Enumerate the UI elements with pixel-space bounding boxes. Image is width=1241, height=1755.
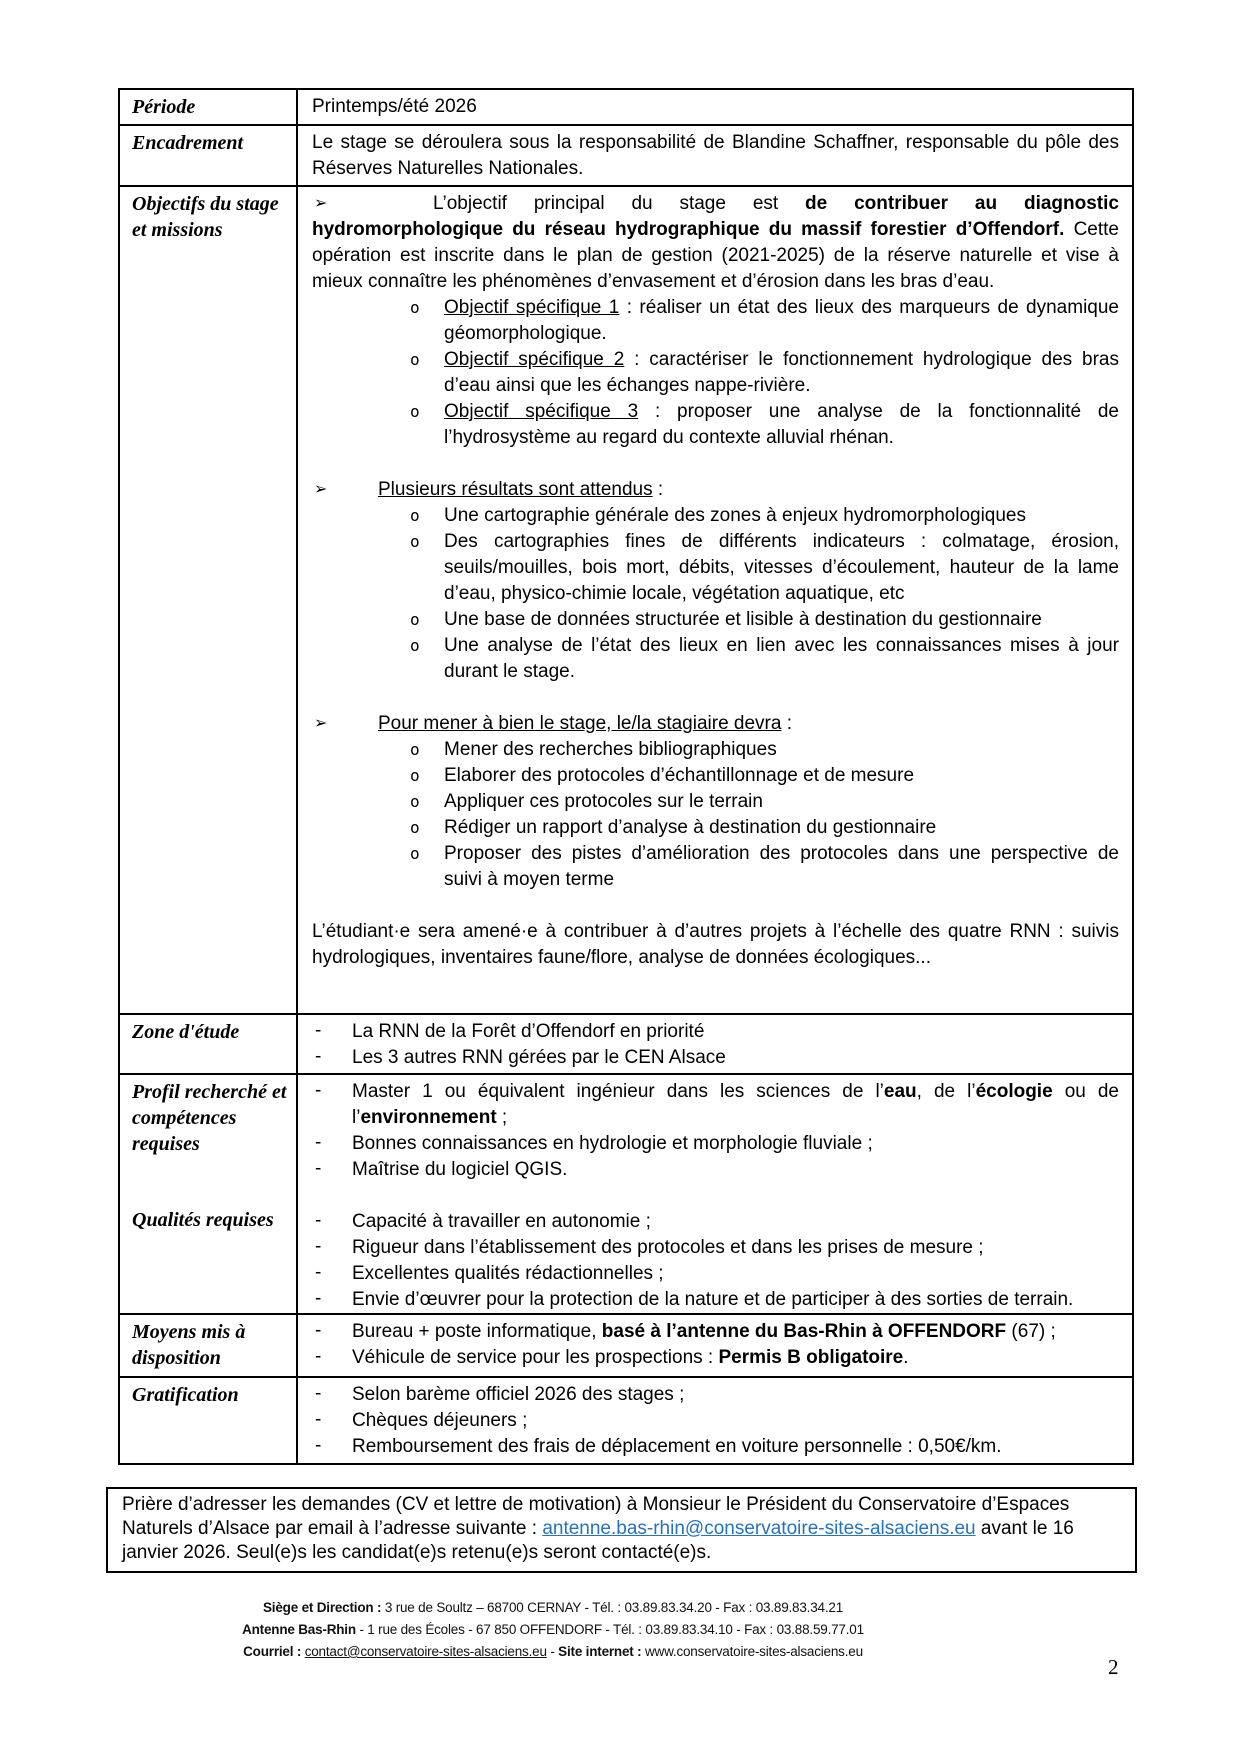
- item-text: ;: [496, 1107, 508, 1128]
- dash-bullet-icon: -: [315, 1320, 322, 1341]
- underlined-heading: Plusieurs résultats sont attendus: [378, 479, 653, 500]
- arrow-bullet-icon: ➢: [314, 195, 328, 212]
- stagiaire-item: [312, 763, 1119, 789]
- stagiaire-item: [312, 737, 1119, 763]
- bold-text: écologie: [975, 1081, 1053, 1102]
- item-text: : réaliser un état des lieux des marqueurs de dynamique géomorphologique.: [444, 297, 1120, 344]
- underlined-heading: Objectif spécifique 2: [444, 349, 625, 370]
- table-row: [119, 186, 1133, 1014]
- item-text: Rigueur dans l’établissement des protocoles et dans les prises de mesure ;: [352, 1237, 984, 1258]
- dash-bullet-icon: -: [315, 1346, 322, 1367]
- stagiaire-item: [312, 841, 1119, 893]
- row-label-encadrement: Encadrement: [119, 125, 297, 186]
- footer-line-siege: [0, 1597, 1106, 1619]
- item-text: Remboursement des frais de déplacement en voiture personnelle : 0,50€/km.: [352, 1436, 1002, 1457]
- dash-bullet-icon: -: [315, 1080, 322, 1101]
- item-text: Proposer des pistes d’amélioration des protocoles dans une perspective de suivi à moyen terme: [444, 843, 1119, 890]
- item-text: Les 3 autres RNN gérées par le CEN Alsace: [352, 1047, 726, 1068]
- moyens-item: [312, 1319, 1119, 1345]
- item-text: : proposer une analyse de la fonctionnalité de l’hydrosystème au regard du contexte alluvial rhénan.: [444, 401, 1120, 448]
- application-note-box: [106, 1487, 1137, 1573]
- item-text: .: [903, 1347, 909, 1368]
- qualite-item: [312, 1235, 1119, 1261]
- row-value-zone: [297, 1014, 1133, 1074]
- objectif-specifique-item: [312, 347, 1119, 399]
- item-text: Des cartographies fines de différents indicateurs : colmatage, érosion, seuils/mouilles, bois mort, débits, vitesses d’écoulement, hauteur de la lame d’eau, physico-chimie locale, végétation aquatique, etc: [444, 531, 1119, 604]
- row-label-periode: Période: [119, 89, 297, 125]
- dash-bullet-icon: -: [315, 1020, 322, 1041]
- profil-label: Profil recherché et compétences requises: [132, 1081, 287, 1155]
- dash-bullet-icon: -: [315, 1132, 322, 1153]
- row-value-objectifs: [297, 186, 1133, 1014]
- dash-bullet-icon: -: [315, 1158, 322, 1179]
- qualite-item: [312, 1261, 1119, 1287]
- table-row: [119, 1074, 1133, 1314]
- note-text: Prière d’adresser les demandes (CV et lettre de motivation) à Monsieur le Président du Conservatoire d’Espaces Naturels d’Alsace par email à l’adresse suivante :: [122, 1494, 1070, 1539]
- stagiaire-heading: [312, 711, 1119, 737]
- zone-item: [312, 1019, 1119, 1045]
- row-label-zone: Zone d'étude: [119, 1014, 297, 1074]
- item-text: : caractériser le fonctionnement hydrologique des bras d’eau ainsi que les échanges nappe-rivière.: [444, 349, 1120, 396]
- underlined-heading: Pour mener à bien le stage, le/la stagiaire devra: [378, 713, 782, 734]
- dash-bullet-icon: -: [315, 1288, 322, 1309]
- circle-bullet-icon: o: [410, 350, 420, 369]
- bold-text: basé à l’antenne du Bas-Rhin à OFFENDORF: [601, 1321, 1007, 1342]
- item-text: ou de l’: [352, 1081, 1119, 1128]
- table-row: [119, 1014, 1133, 1074]
- row-value-periode: Printemps/été 2026: [297, 89, 1133, 125]
- stagiaire-item: [312, 789, 1119, 815]
- dash-bullet-icon: -: [315, 1262, 322, 1283]
- item-text: , de l’: [916, 1081, 976, 1102]
- row-value-profil: [297, 1074, 1133, 1314]
- zone-item: [312, 1045, 1119, 1071]
- item-text: La RNN de la Forêt d’Offendorf en priorité: [352, 1021, 705, 1042]
- underlined-heading: Objectif spécifique 3: [444, 401, 639, 422]
- arrow-bullet-icon: ➢: [314, 481, 328, 498]
- dash-bullet-icon: -: [315, 1210, 322, 1231]
- stage-offer-table: [118, 88, 1134, 1465]
- row-label-profil: [119, 1074, 297, 1314]
- circle-bullet-icon: o: [410, 818, 420, 837]
- footer-label: Siège et Direction :: [263, 1600, 385, 1615]
- qualite-item: [312, 1209, 1119, 1235]
- item-text: Envie d’œuvrer pour la protection de la nature et de participer à des sorties de terrain.: [352, 1289, 1074, 1310]
- dash-bullet-icon: -: [315, 1435, 322, 1456]
- table-row: [119, 89, 1133, 125]
- item-text: Capacité à travailler en autonomie ;: [352, 1211, 651, 1232]
- resultat-item: [312, 529, 1119, 607]
- row-label-objectifs: Objectifs du stage et missions: [119, 186, 297, 1014]
- circle-bullet-icon: o: [410, 766, 420, 785]
- circle-bullet-icon: o: [410, 740, 420, 759]
- gratification-item: [312, 1382, 1119, 1408]
- row-value-moyens: [297, 1314, 1133, 1377]
- bold-text: eau: [883, 1081, 917, 1102]
- circle-bullet-icon: o: [410, 402, 420, 421]
- circle-bullet-icon: o: [410, 636, 420, 655]
- footer-text: -: [546, 1644, 559, 1659]
- profil-item: [312, 1157, 1119, 1183]
- spacer: [312, 685, 1119, 711]
- table-row: [119, 1377, 1133, 1464]
- footer-line-antenne: [0, 1619, 1106, 1641]
- circle-bullet-icon: o: [410, 610, 420, 629]
- circle-bullet-icon: o: [410, 532, 420, 551]
- heading-colon: :: [652, 479, 664, 500]
- item-text: Excellentes qualités rédactionnelles ;: [352, 1263, 664, 1284]
- gratification-item: [312, 1408, 1119, 1434]
- resultats-heading: [312, 477, 1119, 503]
- footer-text: - 1 rue des Écoles - 67 850 OFFENDORF - Tél. : 03.89.83.34.10 - Fax : 03.88.59.77.01: [355, 1622, 864, 1637]
- bold-text: Permis B obligatoire: [718, 1347, 904, 1368]
- circle-bullet-icon: o: [410, 506, 420, 525]
- objectif-specifique-item: [312, 399, 1119, 451]
- item-text: (67) ;: [1006, 1321, 1056, 1342]
- bold-text: environnement: [360, 1107, 497, 1128]
- bold-text: de contribuer au diagnostic hydromorphologique du réseau hydrographique du massif forestier d’Offendorf.: [312, 193, 1119, 240]
- row-value-encadrement: Le stage se déroulera sous la responsabilité de Blandine Schaffner, responsable du pôle des Réserves Naturelles Nationales.: [297, 125, 1133, 186]
- arrow-bullet-icon: ➢: [314, 715, 328, 732]
- gratification-item: [312, 1434, 1119, 1460]
- circle-bullet-icon: o: [410, 792, 420, 811]
- item-text: Elaborer des protocoles d’échantillonnage et de mesure: [444, 765, 915, 786]
- qualites-label: Qualités requises: [132, 1209, 274, 1231]
- item-text: Selon barème officiel 2026 des stages ;: [352, 1384, 685, 1405]
- note-text: avant le 16 janvier 2026. Seul(e)s les candidat(e)s retenu(e)s seront contacté(e)s.: [122, 1518, 1074, 1563]
- circle-bullet-icon: o: [410, 298, 420, 317]
- spacer: [312, 893, 1119, 919]
- footer-label: Courriel :: [243, 1644, 305, 1659]
- table-row: [119, 1314, 1133, 1377]
- item-text: Appliquer ces protocoles sur le terrain: [444, 791, 763, 812]
- footer: [0, 1597, 1106, 1663]
- paragraph-text: L’objectif principal du stage est: [433, 193, 806, 214]
- stagiaire-item: [312, 815, 1119, 841]
- dash-bullet-icon: -: [315, 1046, 322, 1067]
- resultat-item: [312, 633, 1119, 685]
- qualite-item: [312, 1287, 1119, 1313]
- item-text: Une base de données structurée et lisible à destination du gestionnaire: [444, 609, 1042, 630]
- moyens-item: [312, 1345, 1119, 1371]
- dash-bullet-icon: -: [315, 1236, 322, 1257]
- row-label-gratification: Gratification: [119, 1377, 297, 1464]
- dash-bullet-icon: -: [315, 1409, 322, 1430]
- spacer: [312, 451, 1119, 477]
- table-row: [119, 125, 1133, 186]
- profil-item: [312, 1079, 1119, 1131]
- row-value-gratification: [297, 1377, 1133, 1464]
- underlined-heading: Objectif spécifique 1: [444, 297, 620, 318]
- item-text: Une cartographie générale des zones à enjeux hydromorphologiques: [444, 505, 1026, 526]
- page-number: 2: [1108, 1655, 1119, 1679]
- item-text: Rédiger un rapport d’analyse à destination du gestionnaire: [444, 817, 937, 838]
- footer-website-text: www.conservatoire-sites-alsaciens.eu: [644, 1644, 863, 1659]
- footer-email-link[interactable]: contact@conservatoire-sites-alsaciens.eu: [304, 1644, 547, 1659]
- item-text: Bureau + poste informatique,: [352, 1321, 602, 1342]
- footer-line-contact: [0, 1641, 1106, 1663]
- footer-text: 3 rue de Soultz – 68700 CERNAY - Tél. : 03.89.83.34.20 - Fax : 03.89.83.34.21: [384, 1600, 843, 1615]
- item-text: Mener des recherches bibliographiques: [444, 739, 777, 760]
- footer-label: Site internet :: [558, 1644, 645, 1659]
- resultat-item: [312, 607, 1119, 633]
- item-text: Maîtrise du logiciel QGIS.: [352, 1159, 568, 1180]
- objectif-principal-paragraph: [312, 191, 1119, 295]
- item-text: Bonnes connaissances en hydrologie et morphologie fluviale ;: [352, 1133, 873, 1154]
- row-label-moyens: Moyens mis à disposition: [119, 1314, 297, 1377]
- circle-bullet-icon: o: [410, 844, 420, 863]
- dash-bullet-icon: -: [315, 1383, 322, 1404]
- application-email-link[interactable]: antenne.bas-rhin@conservatoire-sites-alsaciens.eu: [542, 1518, 976, 1539]
- paragraph-text: Cette opération est inscrite dans le plan de gestion (2021-2025) de la réserve naturelle et vise à mieux connaître les phénomènes d’envasement et d’érosion dans les bras d’eau.: [312, 219, 1119, 292]
- spacer: [312, 1183, 1119, 1209]
- item-text: Une analyse de l’état des lieux en lien avec les connaissances mises à jour durant le stage.: [444, 635, 1119, 682]
- profil-item: [312, 1131, 1119, 1157]
- item-text: Chèques déjeuners ;: [352, 1410, 528, 1431]
- heading-colon: :: [781, 713, 793, 734]
- footer-label: Antenne Bas-Rhin: [242, 1622, 356, 1637]
- item-text: Master 1 ou équivalent ingénieur dans les sciences de l’: [352, 1081, 884, 1102]
- resultat-item: [312, 503, 1119, 529]
- objectif-specifique-item: [312, 295, 1119, 347]
- item-text: Véhicule de service pour les prospections :: [352, 1347, 719, 1368]
- objectifs-closing-paragraph: L’étudiant·e sera amené·e à contribuer à d’autres projets à l’échelle des quatre RNN : suivis hydrologiques, inventaires faune/flore, analyse de données écologiques...: [312, 921, 1119, 968]
